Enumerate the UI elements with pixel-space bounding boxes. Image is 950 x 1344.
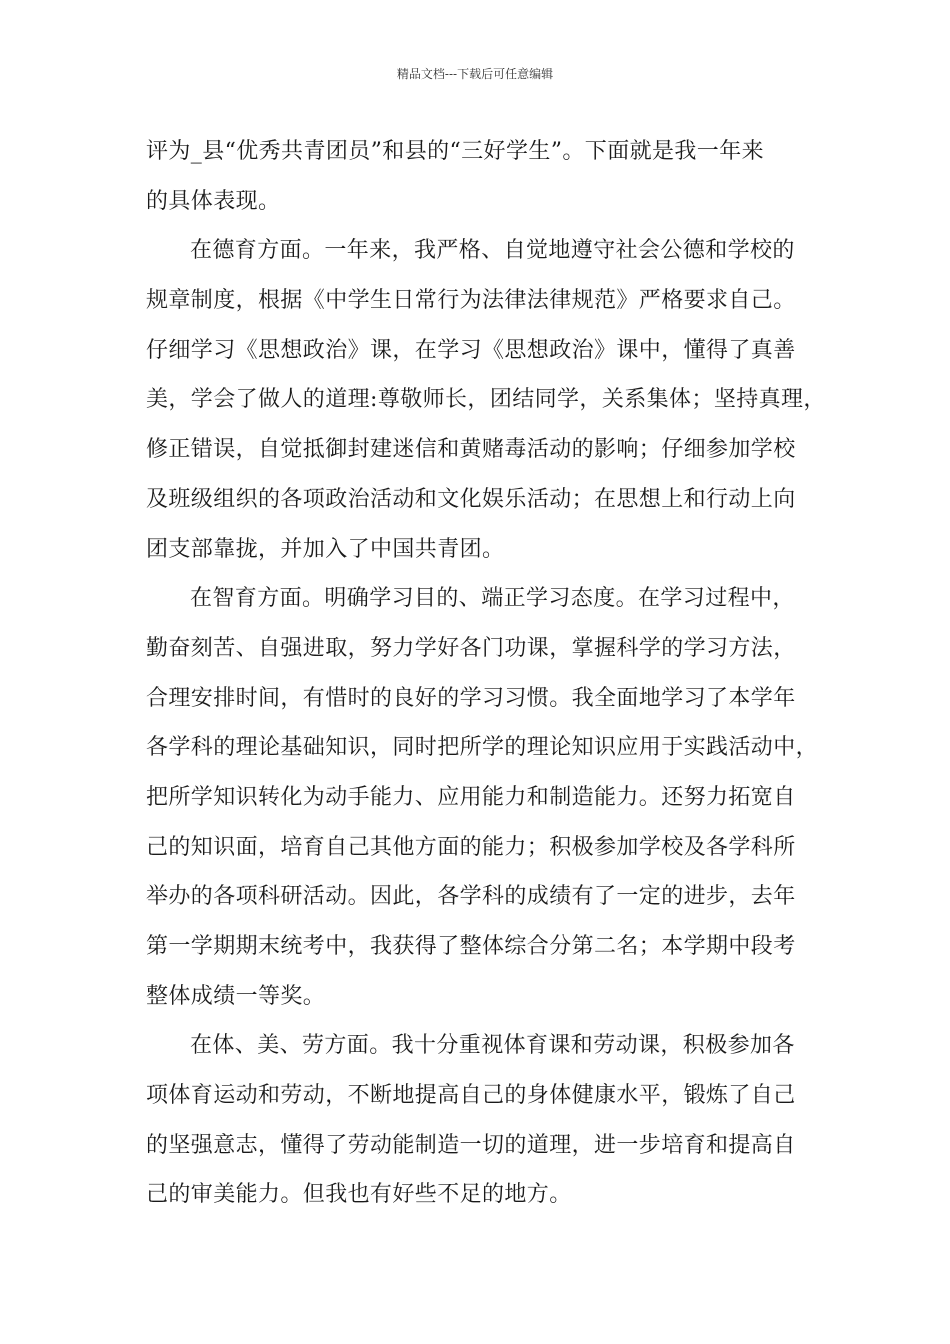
text-line: 勤奋刻苦、自强进取，努力学好各门功课，掌握科学的学习方法，	[146, 635, 796, 661]
text-line: 规章制度，根据《中学生日常行为法律法律规范》严格要求自己。	[146, 288, 796, 314]
text-line: 己的审美能力。但我也有好些不足的地方。	[146, 1182, 572, 1208]
text-line: 仔细学习《思想政治》课，在学习《思想政治》课中，懂得了真善	[146, 337, 796, 363]
paragraph-moral-start: 在德育方面。一年来，我严格、自觉地遵守社会公德和学校的	[190, 238, 795, 264]
text-line: 合理安排时间，有惜时的良好的学习习惯。我全面地学习了本学年	[146, 685, 796, 711]
text-line: 把所学知识转化为动手能力、应用能力和制造能力。还努力拓宽自	[146, 784, 796, 810]
text-line: 美，学会了做人的道理:尊敬师长，团结同学，关系集体；坚持真理，	[146, 387, 826, 413]
paragraph-physical-start: 在体、美、劳方面。我十分重视体育课和劳动课，积极参加各	[190, 1033, 795, 1059]
text-line: 的坚强意志，懂得了劳动能制造一切的道理，进一步培育和提高自	[146, 1132, 796, 1158]
text-line: 各学科的理论基础知识，同时把所学的理论知识应用于实践活动中，	[146, 735, 819, 761]
text-line: 修正错误，自觉抵御封建迷信和黄赌毒活动的影响；仔细参加学校	[146, 437, 796, 463]
page-header: 精品文档---下载后可任意编辑	[396, 67, 554, 81]
text-line: 评为_县“优秀共青团员”和县的“三好学生”。下面就是我一年来	[146, 139, 764, 164]
text-line: 举办的各项科研活动。因此，各学科的成绩有了一定的进步，去年	[146, 884, 796, 910]
text-line: 己的知识面，培育自己其他方面的能力；积极参加学校及各学科所	[146, 834, 796, 860]
paragraph-intellect-start: 在智育方面。明确学习目的、端正学习态度。在学习过程中，	[190, 586, 795, 612]
text-line: 的具体表现。	[146, 188, 281, 214]
text-line: 第一学期期末统考中，我获得了整体综合分第二名；本学期中段考	[146, 934, 796, 959]
text-line: 及班级组织的各项政治活动和文化娱乐活动；在思想上和行动上向	[146, 486, 796, 512]
text-line: 项体育运动和劳动，不断地提高自己的身体健康水平，锻炼了自己	[146, 1083, 796, 1109]
text-line: 整体成绩一等奖。	[146, 983, 326, 1009]
text-line: 团支部靠拢，并加入了中国共青团。	[146, 536, 505, 562]
document-body	[146, 127, 826, 1220]
